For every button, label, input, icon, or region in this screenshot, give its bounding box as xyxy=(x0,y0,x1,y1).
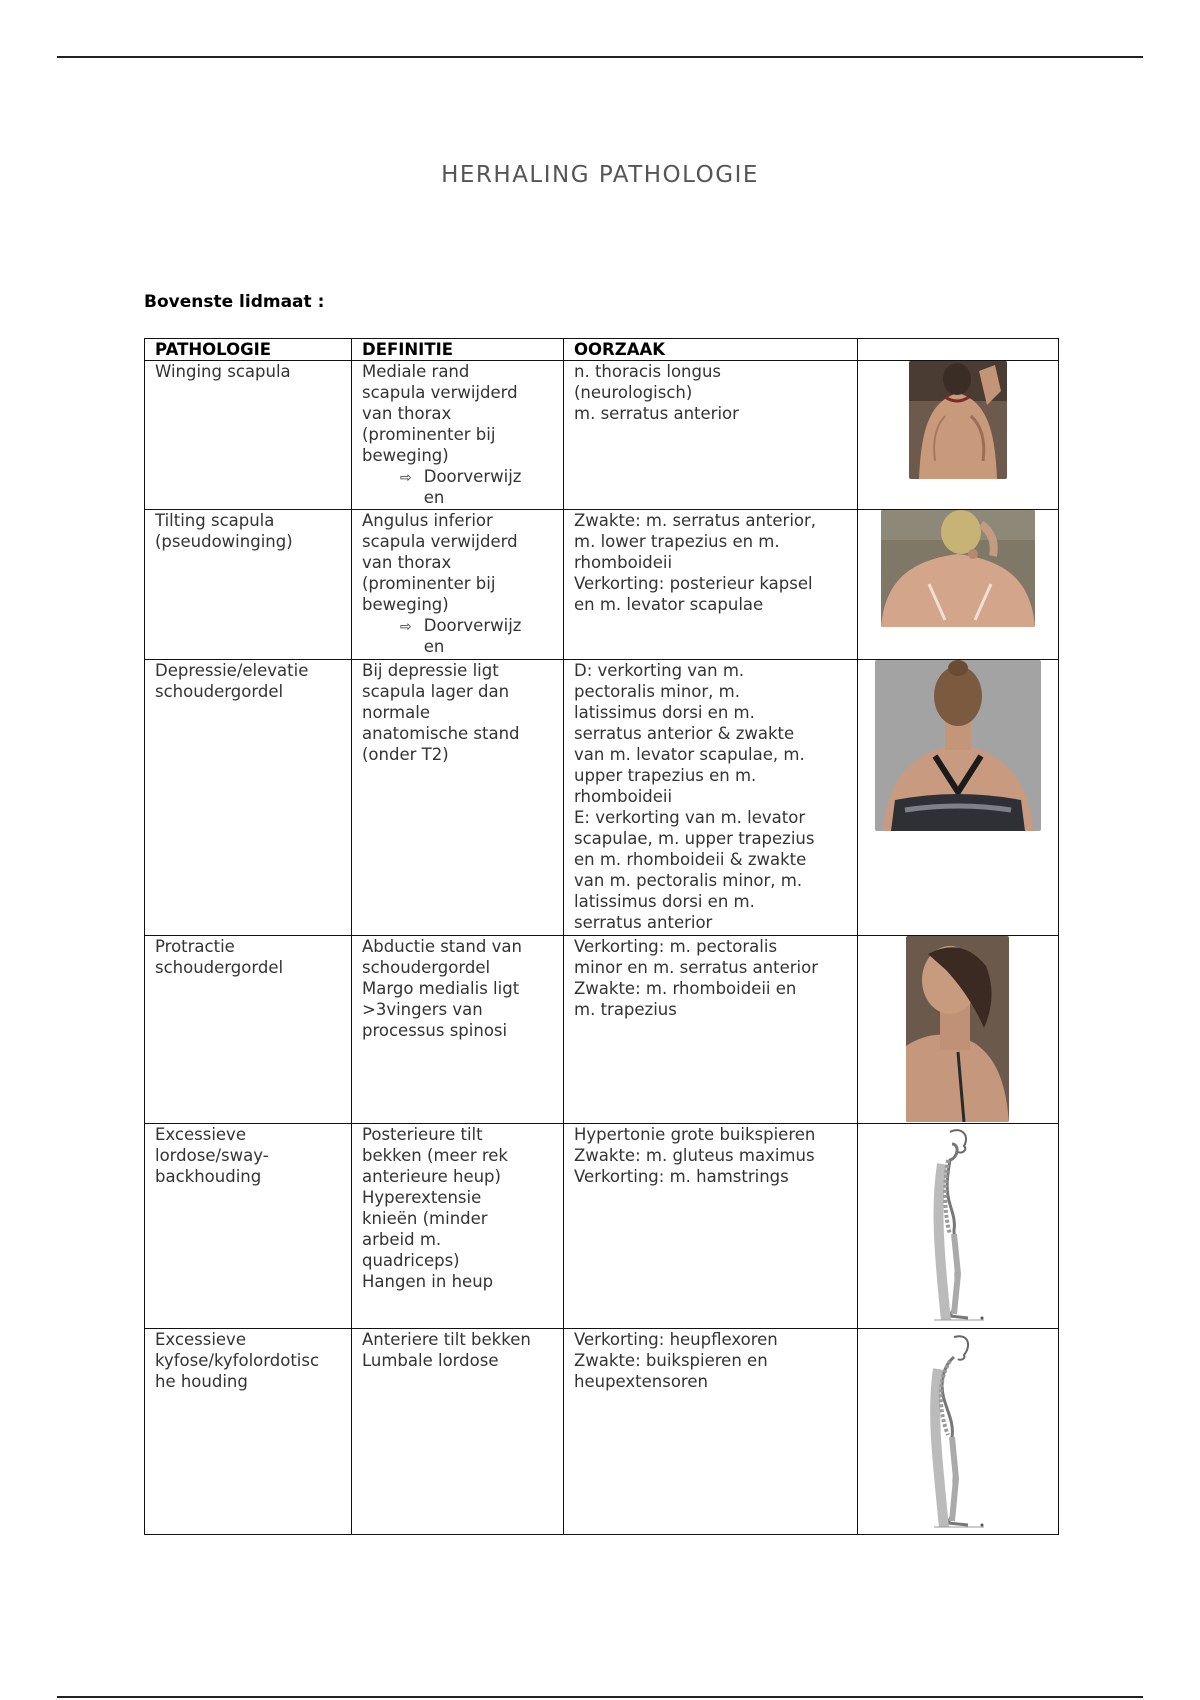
table-row xyxy=(145,660,1059,936)
table-row xyxy=(145,936,1059,1124)
photo-back-winging-scapula xyxy=(909,361,1007,479)
cell-image xyxy=(858,936,1059,1124)
cell-image xyxy=(858,660,1059,936)
header-pathologie: PATHOLOGIE xyxy=(145,339,352,361)
section-heading: Bovenste lidmaat : xyxy=(144,292,325,312)
photo-side-protraction xyxy=(906,936,1009,1122)
cell-definitie: Posterieure tilt bekken (meer rek anterieure heup) Hyperextensie knieën (minder arbeid m. quadriceps) Hangen in heup xyxy=(352,1124,564,1329)
cell-oorzaak: Verkorting: m. pectoralis minor en m. serratus anterior Zwakte: m. rhomboideii en m. trapezius xyxy=(564,936,858,1124)
referral-note xyxy=(362,615,553,657)
cell-image xyxy=(858,1124,1059,1329)
header-image xyxy=(858,339,1059,361)
cell-definitie xyxy=(352,361,564,510)
cell-image xyxy=(858,1329,1059,1535)
cell-definitie xyxy=(352,510,564,660)
skeleton-kyphosis xyxy=(928,1329,988,1531)
cell-definitie: Anteriere tilt bekken Lumbale lordose xyxy=(352,1329,564,1535)
table-header-row xyxy=(145,339,1059,361)
cell-image xyxy=(858,510,1059,660)
skeleton-swayback xyxy=(928,1124,988,1327)
photo-back-tilting-scapula xyxy=(881,510,1035,627)
cell-pathologie: Protractie schoudergordel xyxy=(145,936,352,1124)
table-row xyxy=(145,1124,1059,1329)
arrow-right-icon: ⇨ xyxy=(400,470,412,486)
footer-rule xyxy=(57,1696,1143,1698)
cell-oorzaak: D: verkorting van m. pectoralis minor, m. latissimus dorsi en m. serratus anterior & zwakte van m. levator scapulae, m. upper trapezius en m. rhomboideii E: verkorting van m. levator scapulae, m. upper trapezius en m. rhomboideii & zwakte van m. pectoralis minor, m. latissimus dorsi en m. serratus anterior xyxy=(564,660,858,936)
cell-oorzaak: Verkorting: heupflexoren Zwakte: buikspieren en heupextensoren xyxy=(564,1329,858,1535)
cell-pathologie: Tilting scapula (pseudowinging) xyxy=(145,510,352,660)
cell-definitie: Abductie stand van schoudergordel Margo medialis ligt >3vingers van processus spinosi xyxy=(352,936,564,1124)
arrow-right-icon: ⇨ xyxy=(400,619,412,635)
header-definitie: DEFINITIE xyxy=(352,339,564,361)
table-row xyxy=(145,1329,1059,1535)
cell-oorzaak: Zwakte: m. serratus anterior, m. lower trapezius en m. rhomboideii Verkorting: posterieur kapsel en m. levator scapulae xyxy=(564,510,858,660)
definitie-text: Mediale rand scapula verwijderd van thorax (prominenter bij beweging) xyxy=(362,362,518,465)
cell-pathologie: Depressie/elevatie schoudergordel xyxy=(145,660,352,936)
cell-pathologie: Winging scapula xyxy=(145,361,352,510)
referral-text: Doorverwijz en xyxy=(423,616,522,656)
referral-note xyxy=(362,466,553,508)
definitie-text: Angulus inferior scapula verwijderd van thorax (prominenter bij beweging) xyxy=(362,511,518,614)
photo-back-depression-elevation xyxy=(875,660,1041,831)
cell-definitie: Bij depressie ligt scapula lager dan normale anatomische stand (onder T2) xyxy=(352,660,564,936)
table-row xyxy=(145,361,1059,510)
cell-pathologie: Excessieve lordose/sway- backhouding xyxy=(145,1124,352,1329)
referral-text: Doorverwijz en xyxy=(423,467,522,507)
cell-image xyxy=(858,361,1059,510)
header-oorzaak: OORZAAK xyxy=(564,339,858,361)
cell-oorzaak: Hypertonie grote buikspieren Zwakte: m. gluteus maximus Verkorting: m. hamstrings xyxy=(564,1124,858,1329)
page-title: HERHALING PATHOLOGIE xyxy=(441,162,759,188)
cell-pathologie: Excessieve kyfose/kyfolordotisc he houding xyxy=(145,1329,352,1535)
pathology-table xyxy=(144,338,1059,1535)
header-rule xyxy=(57,56,1143,58)
table-row xyxy=(145,510,1059,660)
cell-oorzaak: n. thoracis longus (neurologisch) m. serratus anterior xyxy=(564,361,858,510)
